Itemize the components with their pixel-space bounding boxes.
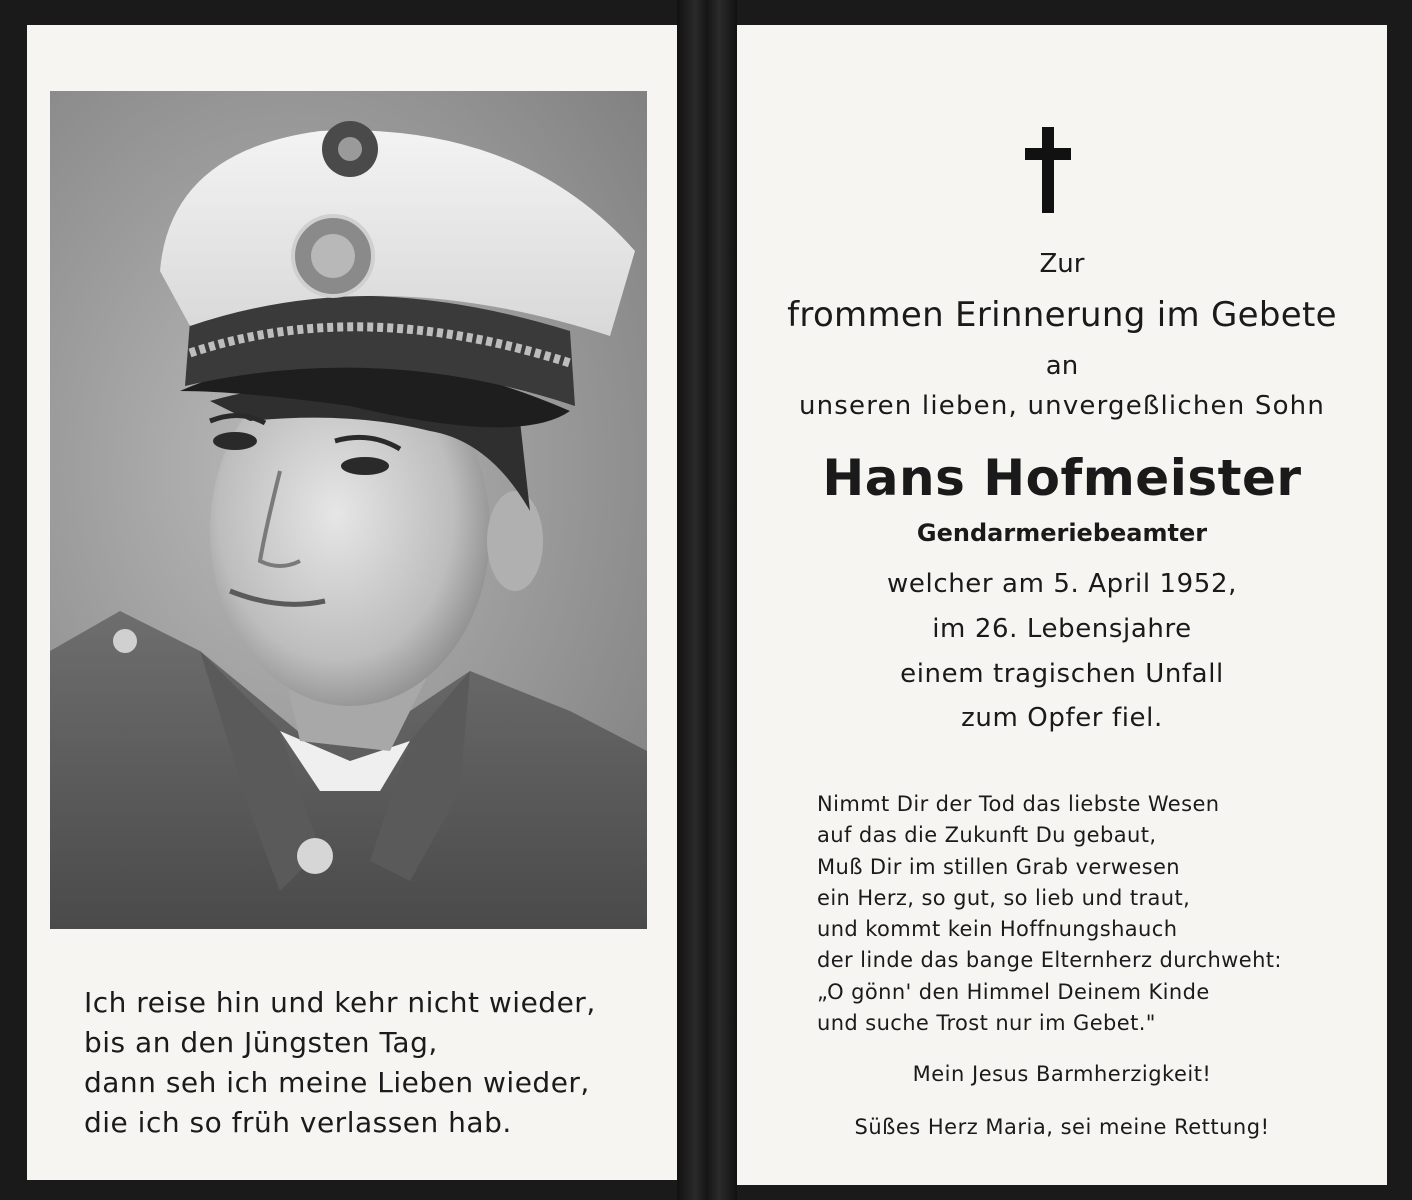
- portrait-illustration: [50, 91, 647, 929]
- latin-cross-icon: [1025, 127, 1071, 213]
- deceased-occupation: Gendarmeriebeamter: [916, 519, 1208, 547]
- verse-line: die ich so früh verlassen hab.: [84, 1106, 512, 1139]
- death-line: im 26. Lebensjahre: [932, 614, 1192, 644]
- poem-line: und suche Trost nur im Gebet.": [817, 1011, 1156, 1036]
- poem-line: Nimmt Dir der Tod das liebste Wesen: [817, 792, 1220, 816]
- poem-line: ein Herz, so gut, so lieb und traut,: [817, 885, 1191, 910]
- poem-line: auf das die Zukunft Du gebaut,: [817, 823, 1157, 848]
- left-card-panel: [27, 25, 677, 1180]
- verse-line: Ich reise hin und kehr nicht wieder,: [84, 986, 596, 1019]
- poem-line: „O gönn' den Himmel Deinem Kinde: [817, 979, 1210, 1004]
- poem-line: und kommt kein Hoffnungshauch: [817, 917, 1178, 942]
- deceased-name: Hans Hofmeister: [822, 449, 1302, 507]
- intro-line: an: [1045, 351, 1079, 381]
- intro-line: unseren lieben, unvergeßlichen Sohn: [798, 391, 1326, 421]
- verse-line: dann seh ich meine Lieben wieder,: [84, 1066, 590, 1099]
- right-card-panel: [737, 25, 1387, 1185]
- poem-line: Muß Dir im stillen Grab verwesen: [817, 854, 1181, 879]
- left-verse: [84, 983, 664, 1143]
- intro-heading: frommen Erinnerung im Gebete: [787, 295, 1337, 335]
- poem-line: der linde das bange Elternherz durchweht:: [817, 948, 1282, 973]
- card-fold: [677, 0, 737, 1200]
- prayer-line: Süßes Herz Maria, sei meine Rettung!: [854, 1115, 1270, 1139]
- memorial-poem: [817, 789, 1282, 1039]
- portrait-photo: [50, 91, 647, 929]
- death-line: einem tragischen Unfall: [900, 659, 1224, 689]
- death-line: zum Opfer fiel.: [961, 703, 1163, 733]
- prayer-line: Mein Jesus Barmherzigkeit!: [912, 1062, 1212, 1086]
- death-line: welcher am 5. April 1952,: [887, 569, 1237, 599]
- intro-line: Zur: [1039, 249, 1085, 279]
- verse-line: bis an den Jüngsten Tag,: [84, 1026, 438, 1059]
